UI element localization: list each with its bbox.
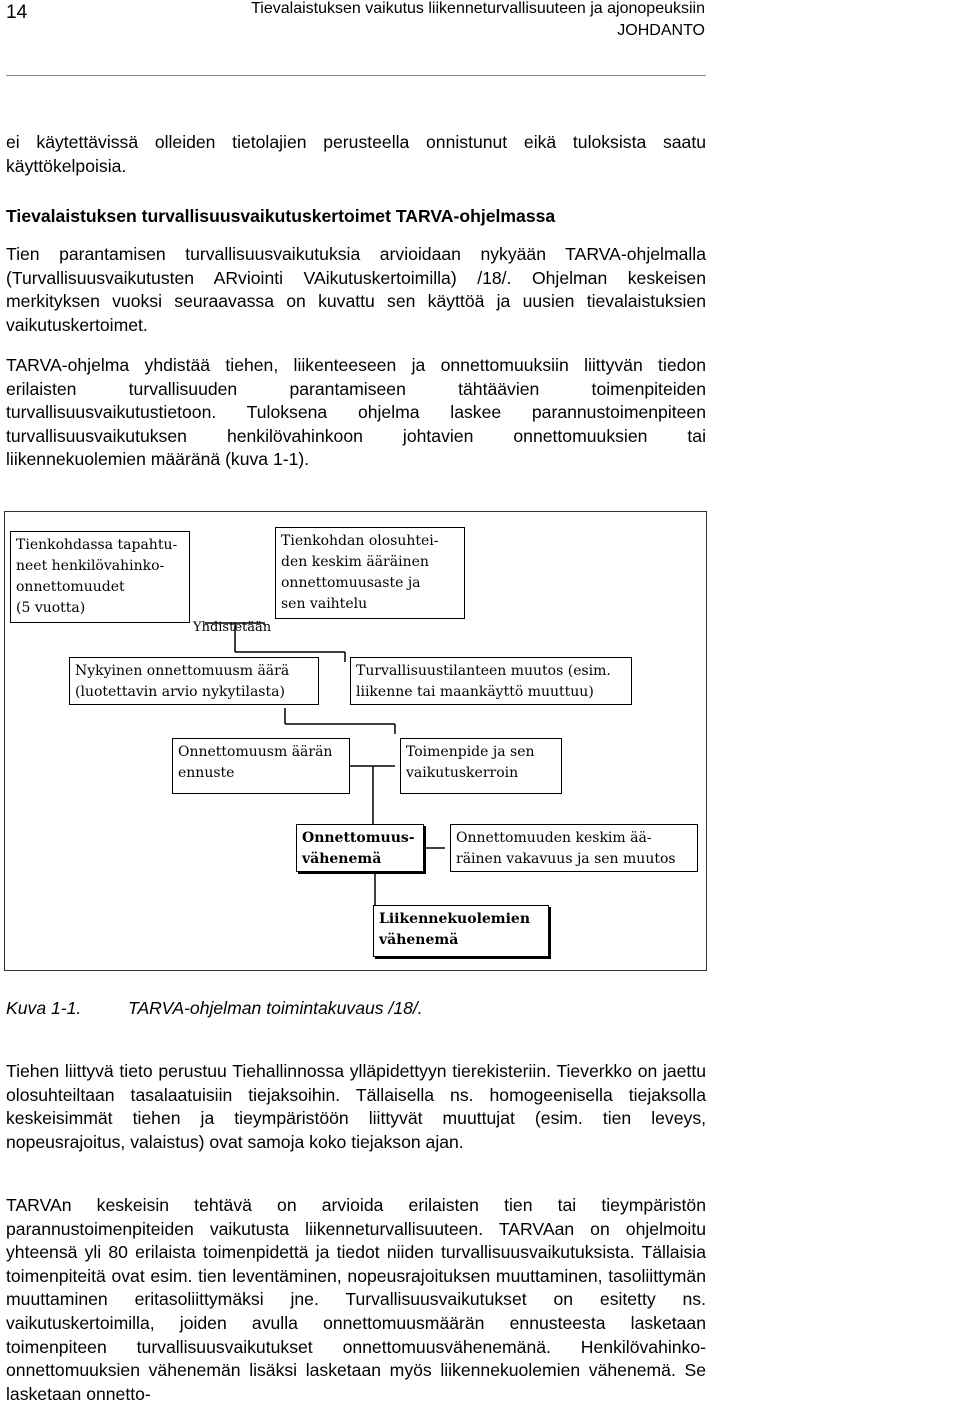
paragraph-intro: ei käytettävissä olleiden tietolajien perusteella onnistunut eikä tuloksista saatu käyttökelpoisia. (6, 132, 706, 176)
page-number: 14 (6, 2, 28, 23)
box-site-conditions: Tienkohdan olosuhtei- den keskim ääräinen onnettomuusaste ja sen vaihtelu (275, 527, 465, 619)
running-header-title: Tievalaistuksen vaikutus liikenneturvallisuuteen ja ajonopeuksiin (251, 0, 705, 17)
paragraph-2: TARVA-ohjelma yhdistää tiehen, liikenteeseen ja onnettomuuksiin liittyvän tiedon erilaisten turvallisuuden parantamiseen tähtäävien toimenpiteiden turvallisuusvaikutustietoon. Tuloksena ohjelma laskee parannustoimenpiteen turvallisuusvaikutuksen henkilövahinkoon johtavien onnettomuuksien tai liikennekuolemien määränä (kuva 1-1). (6, 355, 706, 470)
figure-caption-title: TARVA-ohjelman toimintakuvaus /18/. (128, 998, 423, 1018)
box-fatality-reduction: Liikennekuolemien vähenemä (373, 905, 549, 957)
paragraph-1: Tien parantamisen turvallisuusvaikutuksia arvioidaan nykyään TARVA-ohjelmalla (Turvallisuusvaikutusten ARviointi VAikutuskertoimilla) /18/. Ohjelman keskeisen merkityksen vuoksi seuraavassa on kuvattu sen käyttöä ja uusien tievalaistuksien vaikutuskertoimet. (6, 244, 706, 335)
box-safety-change: Turvallisuustilanteen muutos (esim. liikenne tai maankäyttö muuttuu) (350, 657, 632, 705)
paragraph-4: TARVAn keskeisin tehtävä on arvioida erilaisten tien tai tieympäristön parannustoimenpiteiden vaikutusta liikenneturvallisuuteen. TARVAan on ohjelmoitu yhteensä yli 80 erilaista toimenpidettä ja tiedot niiden turvallisuusvaikutuksista. Tällaisia toimenpiteitä ovat esim. tien leventäminen, nopeusrajoituksen muuttaminen, tasoliittymän muuttaminen eritasoliittymäksi jne. Turvallisuusvaikutukset on esitetty ns. vaikutuskertoimilla, joiden avulla onnettomuusmäärän ennusteesta lasketaan toimenpiteen turvallisuusvaikutukset onnettomuusvähenemänä. Henkilövahinko-onnettomuuksien vähenemän lisäksi lasketaan myös liikennekuolemien vähenemä. Se lasketaan onnetto- (6, 1195, 706, 1404)
box-average-severity: Onnettomuuden keskim ää- räinen vakavuus ja sen muutos (450, 824, 698, 872)
figure-caption-label: Kuva 1-1. (6, 998, 82, 1018)
box-accident-reduction: Onnettomuus- vähenemä (296, 824, 424, 872)
box-current-accidents: Nykyinen onnettomuusm äärä (luotettavin arvio nykytilasta) (69, 657, 319, 705)
join-label: Yhdistetään (193, 620, 272, 635)
tarva-flow-diagram (4, 511, 707, 971)
box-measure-coefficient: Toimenpide ja sen vaikutuskerroin (400, 738, 562, 794)
header-rule (6, 75, 706, 76)
running-header-section: JOHDANTO (617, 22, 705, 39)
section-heading: Tievalaistuksen turvallisuusvaikutuskertoimet TARVA-ohjelmassa (6, 206, 556, 226)
box-injury-accidents: Tienkohdassa tapahtu- neet henkilövahinko- onnettomuudet (5 vuotta) (10, 531, 190, 623)
box-accident-forecast: Onnettomuusm äärän ennuste (172, 738, 350, 794)
paragraph-3: Tiehen liittyvä tieto perustuu Tiehallinnossa ylläpidettyyn tierekisteriin. Tieverkko on jaettu olosuhteiltaan tasalaatuisiin tiejaksoihin. Tällaisella ns. homogeenisella tiejaksolla keskeisimmät tiehen ja tieympäristöön liittyvät muuttujat (esim. tien leveys, nopeusrajoitus, valaistus) ovat samoja koko tiejakson ajan. (6, 1061, 706, 1152)
